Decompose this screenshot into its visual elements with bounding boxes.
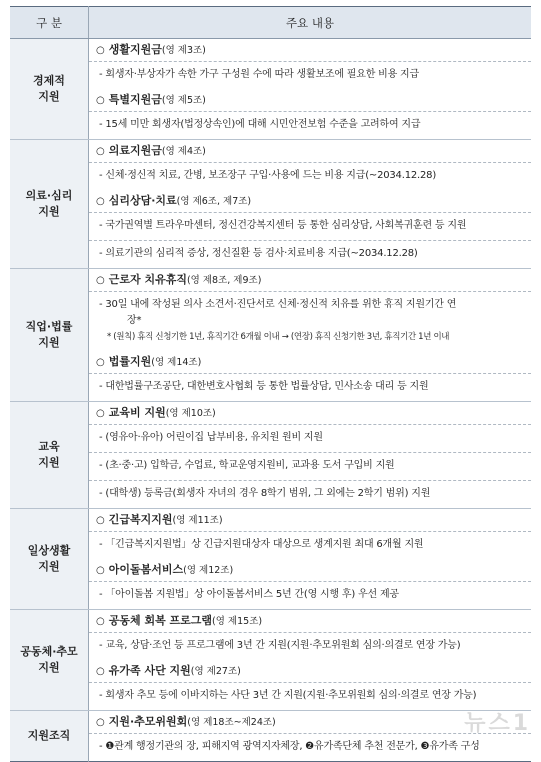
bullet-icon: ○ <box>96 565 105 576</box>
item-title: 근로자 치유휴직 <box>108 273 187 286</box>
law-reference: (영 제5조) <box>161 95 206 106</box>
table-row <box>10 610 531 711</box>
item-heading <box>89 190 531 213</box>
support-item <box>89 89 531 139</box>
header-content: 주요 내용 <box>89 7 532 39</box>
table-row <box>10 39 531 140</box>
category-label: 일상생활 <box>27 544 71 557</box>
law-reference: (영 제12조) <box>183 565 234 576</box>
table-header-row <box>10 7 531 39</box>
law-reference: (영 제3조) <box>161 45 206 56</box>
item-heading <box>89 402 531 425</box>
category-label: 지원 <box>38 560 60 573</box>
category-cell <box>10 711 89 762</box>
item-detail: - 신체·정신적 치료, 간병, 보조장구 구입·사용에 드는 비용 지급(~2034.12.28) <box>99 170 437 181</box>
item-title: 공동체 회복 프로그램 <box>108 614 213 627</box>
law-reference: (영 제10조) <box>165 408 216 419</box>
bullet-icon: ○ <box>96 717 105 728</box>
item-title: 법률지원 <box>108 355 152 368</box>
item-detail: - 회생자·부상자가 속한 가구 구성원 수에 따라 생활보조에 필요한 비용 지급 <box>99 69 419 80</box>
category-label: 공동체·추모 <box>20 645 78 658</box>
watermark-logo: 뉴스1 <box>464 711 531 736</box>
category-cell <box>10 402 89 509</box>
table-row <box>10 140 531 269</box>
item-title: 교육비 지원 <box>108 406 166 419</box>
item-heading <box>89 660 531 683</box>
item-heading <box>89 89 531 112</box>
item-heading <box>89 610 531 633</box>
item-detail: - 의료기관의 심리적 증상, 정신질환 등 검사·치료비용 지급(~2034.12.28) <box>99 248 418 259</box>
category-label: 교육 <box>38 440 60 453</box>
law-reference: (영 제11조) <box>172 515 223 526</box>
content-cell <box>89 269 532 402</box>
table-row <box>10 509 531 610</box>
content-cell <box>89 509 532 610</box>
detail-text-continued: 장* <box>127 315 142 326</box>
category-label: 지원 <box>38 456 60 469</box>
content-cell <box>89 39 532 140</box>
content-cell <box>89 140 532 269</box>
item-title: 심리상담·치료 <box>108 194 177 207</box>
item-detail: - (영유아·유아) 어린이집 납부비용, 유치원 원비 지원 <box>89 425 531 453</box>
item-title: 유가족 사단 지원 <box>108 664 191 677</box>
bullet-icon: ○ <box>96 146 105 157</box>
category-cell <box>10 140 89 269</box>
law-reference: (영 제6조, 제7조) <box>176 196 252 207</box>
item-heading <box>89 140 531 163</box>
header-category: 구 분 <box>10 7 89 39</box>
item-title: 생활지원금 <box>108 43 162 56</box>
item-detail: - 「아이돌봄 지원법」상 아이돌봄서비스 5년 간(영 시행 후) 우선 제공 <box>99 589 399 600</box>
category-label: 경제적 <box>33 74 65 87</box>
support-item <box>89 660 531 710</box>
table-row <box>10 711 531 762</box>
detail-text: - 30일 내에 작성된 의사 소견서·진단서로 신체·정신적 치유를 위한 휴직 지원기간 연 <box>99 299 457 310</box>
table-row <box>10 269 531 402</box>
item-detail <box>89 292 531 351</box>
category-cell <box>10 509 89 610</box>
item-title: 의료지원금 <box>108 144 162 157</box>
item-detail: - 대한법률구조공단, 대한변호사협회 등 통한 법률상담, 민사소송 대리 등 지원 <box>99 381 429 392</box>
support-item <box>89 190 531 268</box>
support-table <box>10 6 531 762</box>
item-heading <box>89 509 531 532</box>
item-detail: - (초·중·고) 입학금, 수업료, 학교운영지원비, 교과용 도서 구입비 지원 <box>89 453 531 481</box>
category-label: 지원 <box>38 661 60 674</box>
detail-note: * (원칙) 휴직 신청기한 1년, 휴직기간 6개월 이내 → (연장) 휴직 신청기한 3년, 휴직기간 1년 이내 <box>107 332 450 342</box>
item-heading <box>89 39 531 62</box>
support-item <box>89 140 531 190</box>
item-title: 특별지원금 <box>108 93 162 106</box>
category-cell <box>10 39 89 140</box>
category-label: 지원 <box>38 90 60 103</box>
category-label: 지원 <box>38 205 60 218</box>
bullet-icon: ○ <box>96 616 105 627</box>
category-label: 지원조직 <box>27 729 71 742</box>
category-cell <box>10 269 89 402</box>
item-title: 긴급복지지원 <box>108 513 173 526</box>
law-reference: (영 제14조) <box>151 357 202 368</box>
support-item <box>89 269 531 351</box>
item-detail: - ❶관계 행정기관의 장, 피해지역 광역지자체장, ❷유가족단체 추천 전문가, ❸유가족 구성 <box>99 741 480 752</box>
bullet-icon: ○ <box>96 45 105 56</box>
law-reference: (영 제8조, 제9조) <box>186 275 262 286</box>
item-heading <box>89 351 531 374</box>
category-label: 직업·법률 <box>25 320 73 333</box>
category-cell <box>10 610 89 711</box>
content-cell <box>89 610 532 711</box>
support-item <box>89 559 531 609</box>
bullet-icon: ○ <box>96 515 105 526</box>
item-heading <box>89 559 531 582</box>
table-body <box>10 39 531 762</box>
item-title: 아이돌봄서비스 <box>108 563 184 576</box>
bullet-icon: ○ <box>96 196 105 207</box>
law-reference: (영 제18조~제24조) <box>187 717 276 728</box>
bullet-icon: ○ <box>96 357 105 368</box>
bullet-icon: ○ <box>96 275 105 286</box>
support-item <box>89 610 531 660</box>
support-item <box>89 402 531 508</box>
support-item <box>89 509 531 559</box>
content-cell <box>89 402 532 509</box>
item-title: 지원·추모위원회 <box>108 715 188 728</box>
bullet-icon: ○ <box>96 95 105 106</box>
item-detail: - 국가권역별 트라우마센터, 정신건강복지센터 등 통한 심리상담, 사회복귀훈련 등 지원 <box>89 213 531 241</box>
item-heading <box>89 269 531 292</box>
category-label: 의료·심리 <box>25 189 73 202</box>
item-detail: - 15세 미만 회생자(법정상속인)에 대해 시민안전보험 수준을 고려하여 지급 <box>99 119 421 130</box>
bullet-icon: ○ <box>96 408 105 419</box>
law-reference: (영 제4조) <box>161 146 206 157</box>
bullet-icon: ○ <box>96 666 105 677</box>
item-detail: - (대학생) 등록금(회생자 자녀의 경우 8학기 범위, 그 외에는 2학기 범위) 지원 <box>99 488 431 499</box>
support-item <box>89 39 531 89</box>
table-row <box>10 402 531 509</box>
item-detail: - 교육, 상담·조언 등 프로그램에 3년 간 지원(지원·추모위원회 심의·의결로 연장 가능) <box>99 640 461 651</box>
item-detail: - 회생자 추모 등에 이바지하는 사단 3년 간 지원(지원·추모위원회 심의·의결로 연장 가능) <box>99 690 477 701</box>
law-reference: (영 제15조) <box>212 616 263 627</box>
support-item <box>89 351 531 401</box>
item-detail: - 「긴급복지지원법」상 긴급지원대상자 대상으로 생계지원 최대 6개월 지원 <box>99 539 424 550</box>
category-label: 지원 <box>38 336 60 349</box>
law-reference: (영 제27조) <box>190 666 241 677</box>
